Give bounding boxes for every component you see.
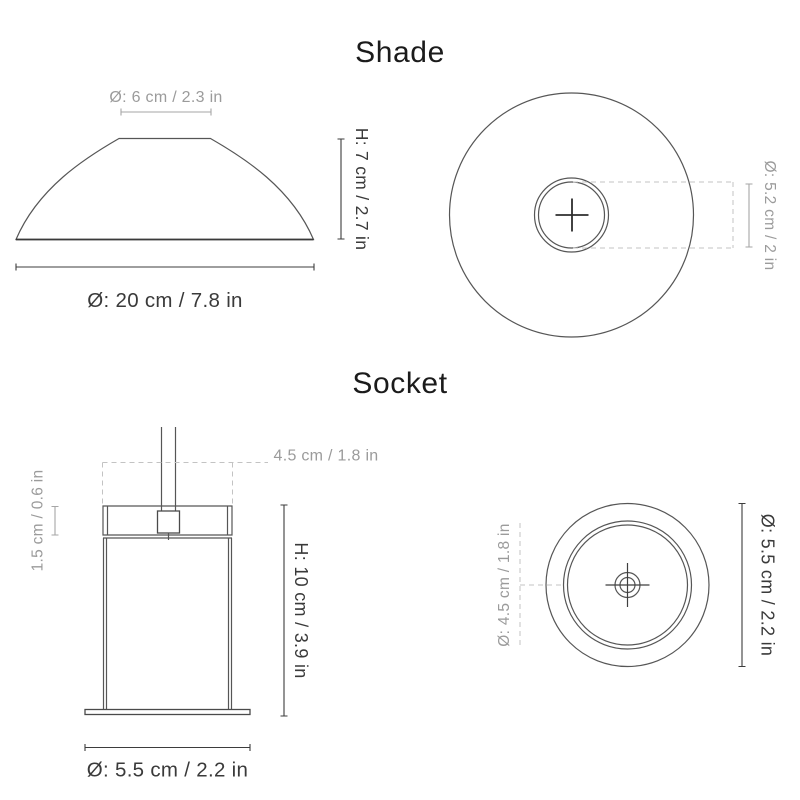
shade-profile-outline [16,139,314,240]
socket-inner-diameter-dashed-lines [520,523,564,647]
socket-top-width-label: 4.5 cm / 1.8 in [273,447,379,465]
shade-top-view [450,93,779,337]
socket-base-plate [85,710,250,715]
socket-top-view [496,504,778,667]
socket-section-title: Socket [352,367,448,400]
socket-top-width-dashed-lines [103,463,269,506]
socket-inner-diameter-label: Ø: 4.5 cm / 1.8 in [496,523,513,647]
socket-bottom-diameter-label: Ø: 5.5 cm / 2.2 in [86,758,249,782]
shade-section-title: Shade [355,36,445,69]
socket-cap-height-label: 1.5 cm / 0.6 in [29,469,47,572]
shade-hole-diameter-dimension-line [746,184,753,247]
shade-height-label: H: 7 cm / 2.7 in [352,127,372,251]
shade-top-diameter-dimension-line [121,109,211,116]
socket-outer-diameter-label: Ø: 5.5 cm / 2.2 in [757,513,778,657]
socket-bottom-diameter-dimension-line [85,744,250,751]
socket-height-dimension-line [281,505,288,716]
socket-height-label: H: 10 cm / 3.9 in [291,542,311,679]
center-crosshair-icon [606,563,650,607]
center-cross-icon [556,199,589,232]
socket-cap-height-dimension-line [52,507,59,536]
cord-grip-square [158,511,180,533]
power-cord-lines [162,427,176,511]
shade-bottom-diameter-label: Ø: 20 cm / 7.8 in [87,289,243,312]
shade-hole-diameter-label: Ø: 5.2 cm / 2 in [761,160,778,271]
shade-top-diameter-label: Ø: 6 cm / 2.3 in [109,89,223,106]
socket-outer-diameter-dimension-line [739,504,746,667]
socket-side-view [30,427,379,782]
shade-height-dimension-line [338,139,345,239]
shade-side-view [16,89,372,312]
shade-bottom-diameter-dimension-line [16,264,314,271]
shade-hole-extension-dashed-lines [573,182,733,248]
socket-body-walls [104,538,232,710]
